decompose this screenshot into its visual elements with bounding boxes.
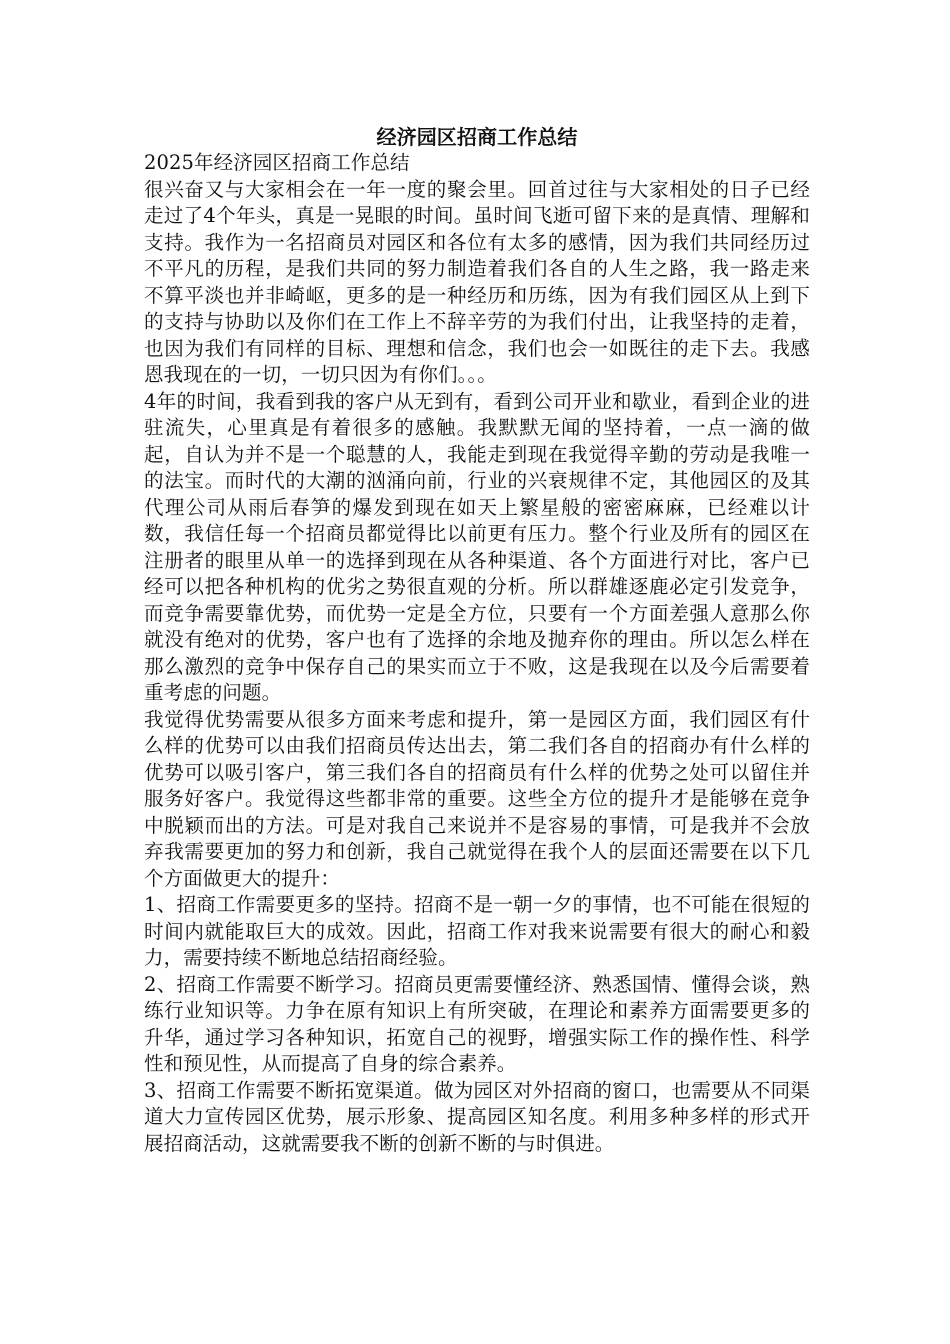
paragraph-point-1: 1、招商工作需要更多的坚持。招商不是一朝一夕的事情，也不可能在很短的时间内就能取巨大的成效。因此，招商工作对我来说需要有很大的耐心和毅力，需要持续不断地总结招商经验。 xyxy=(144,893,810,969)
document-title: 经济园区招商工作总结 xyxy=(376,125,578,149)
paragraph-point-3: 3、招商工作需要不断拓宽渠道。做为园区对外招商的窗口，也需要从不同渠道大力宣传园区优势，展示形象、提高园区知名度。利用多种多样的形式开展招商活动，这就需要我不断的创新不断的与时俱进。 xyxy=(144,1078,810,1155)
paragraph-experience: 4年的时间，我看到我的客户从无到有，看到公司开业和歇业，看到企业的进驻流失，心里真是有着很多的感触。我默默无闻的坚持着，一点一滴的做起，自认为并不是一个聪慧的人，我能走到现在我觉得辛勤的劳动是我唯一的法宝。而时代的大潮的汹涌向前，行业的兴衰规律不定，其他园区的及其代理公司从雨后春笋的爆发到现在如天上繁星般的密密麻麻，已经难以计数，我信任每一个招商员都觉得比以前更有压力。整个行业及所有的园区在注册者的眼里从单一的选择到现在从各种渠道、各个方面进行对比，客户已经可以把各种机构的优劣之势很直观的分析。所以群雄逐鹿必定引发竞争，而竞争需要靠优势，而优势一定是全方位，只要有一个方面差强人意那么你就没有绝对的优势，客户也有了选择的余地及抛弃你的理由。所以怎么样在那么激烈的竞争中保存自己的果实而立于不败，这是我现在以及今后需要着重考虑的问题。 xyxy=(144,389,810,704)
document-body xyxy=(144,124,810,1157)
paragraph-intro: 很兴奋又与大家相会在一年一度的聚会里。回首过往与大家相处的日子已经走过了4个年头，真是一晃眼的时间。虽时间飞逝可留下来的是真情、理解和支持。我作为一名招商员对园区和各位有太多的感情，因为我们共同经历过不平凡的历程，是我们共同的努力制造着我们各自的人生之路，我一路走来不算平淡也并非崎岖，更多的是一种经历和历练，因为有我们园区从上到下的支持与协助以及你们在工作上不辞辛劳的为我们付出，让我坚持的走着，也因为我们有同样的目标、理想和信念，我们也会一如既往的走下去。我感恩我现在的一切，一切只因为有你们。。。 xyxy=(144,177,810,386)
paragraph-point-2: 2、招商工作需要不断学习。招商员更需要懂经济、熟悉国情、懂得会谈，熟练行业知识等。力争在原有知识上有所突破，在理论和素养方面需要更多的升华，通过学习各种知识，拓宽自己的视野，增强实际工作的操作性、科学性和预见性，从而提高了自身的综合素养。 xyxy=(144,972,810,1075)
paragraph-advantages: 我觉得优势需要从很多方面来考虑和提升，第一是园区方面，我们园区有什么样的优势可以由我们招商员传达出去，第二我们各自的招商办有什么样的优势可以吸引客户，第三我们各自的招商员有什么样的优势之处可以留住并服务好客户。我觉得这些都非常的重要。这些全方位的提升才是能够在竞争中脱颖而出的方法。可是对我自己来说并不是容易的事情，可是我并不会放弃我需要更加的努力和创新，我自己就觉得在我个人的层面还需要在以下几个方面做更大的提升： xyxy=(144,707,810,890)
document-subtitle: 2025年经济园区招商工作总结 xyxy=(144,151,410,174)
